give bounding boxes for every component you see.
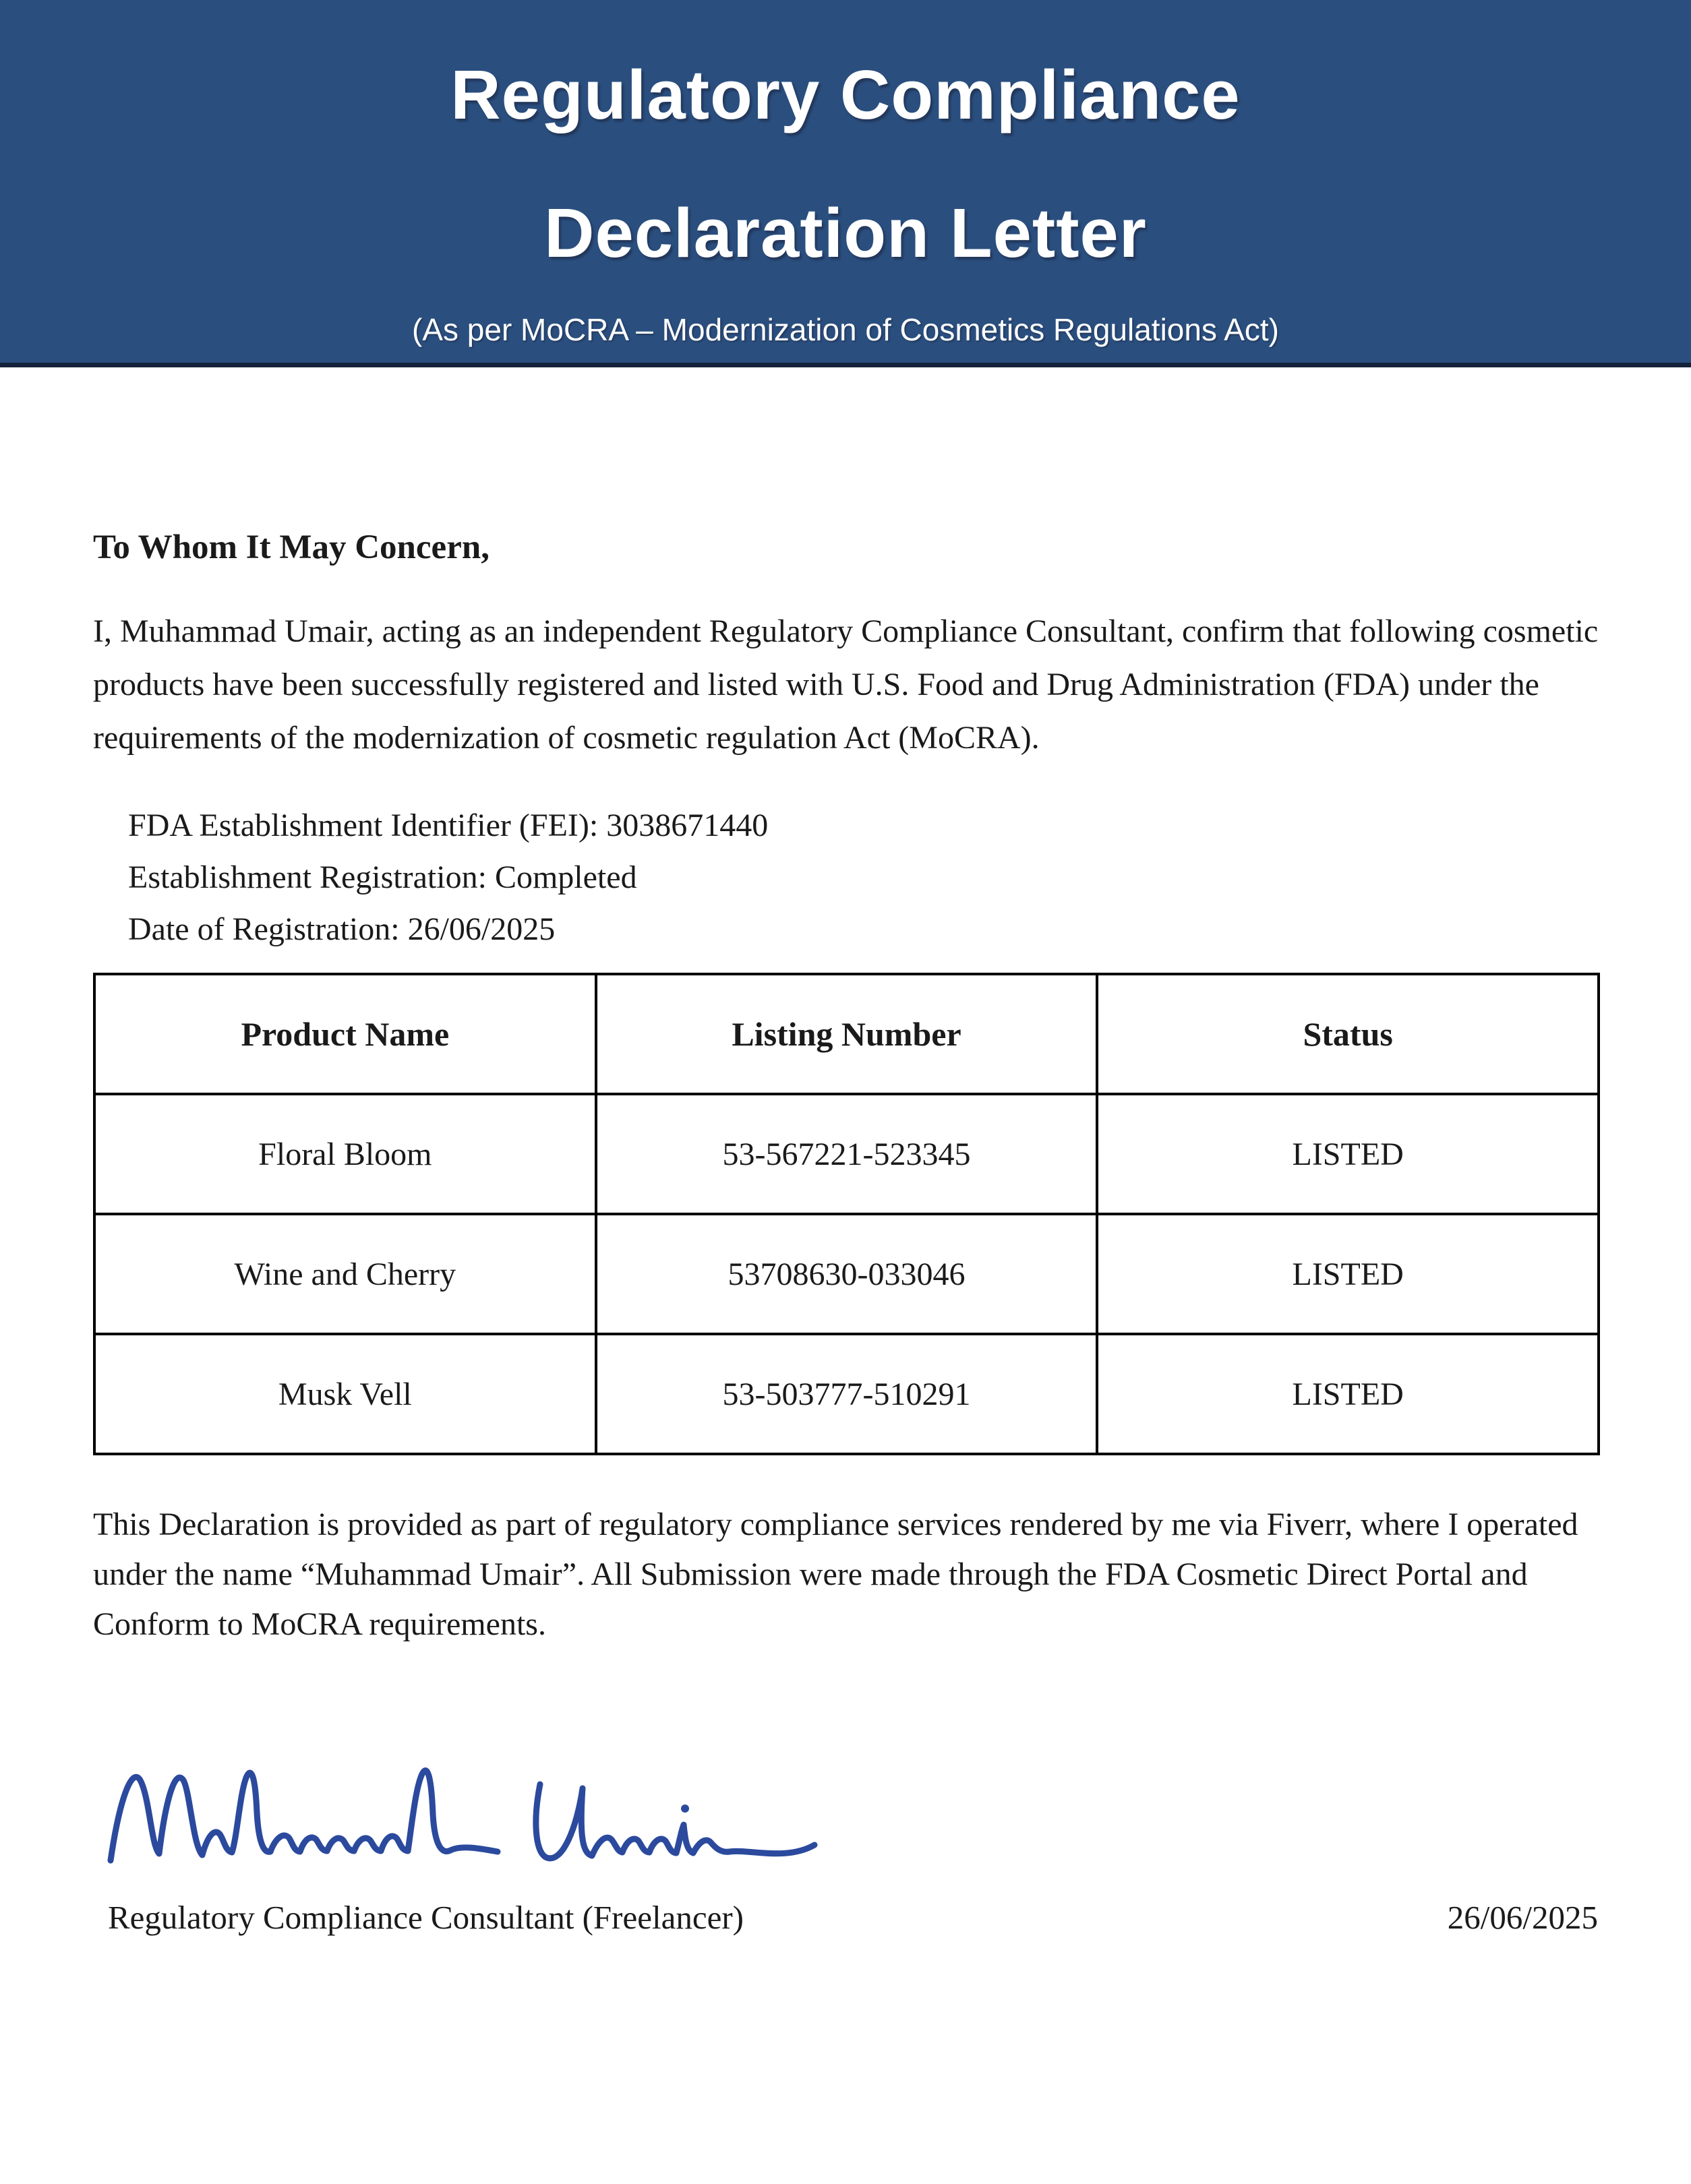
- cell-product-name: Floral Bloom: [94, 1094, 596, 1214]
- page-subtitle: (As per MoCRA – Modernization of Cosmetics Regulations Act): [412, 312, 1279, 347]
- page-title: [0, 26, 1691, 302]
- footer: [93, 1898, 1598, 1937]
- products-table: [93, 973, 1600, 1455]
- letter-body: [0, 528, 1691, 1937]
- table-row: [94, 1214, 1599, 1334]
- handwritten-signature-image: [98, 1749, 860, 1894]
- signatory-role: Regulatory Compliance Consultant (Freelancer): [108, 1899, 744, 1936]
- page-title-line1: Regulatory Compliance: [450, 56, 1241, 133]
- closing-paragraph: This Declaration is provided as part of regulatory compliance services rendered by me via Fiverr, where I operated under the name “Muhammad Umair”. All Submission were made through the FDA Cosmetic Direct Portal and Conform to MoCRA requirements.: [93, 1507, 1578, 1642]
- cell-status: LISTED: [1097, 1094, 1599, 1214]
- cell-listing-number: 53-567221-523345: [596, 1094, 1098, 1214]
- detail-registration-date: Date of Registration: 26/06/2025: [128, 911, 556, 947]
- cell-listing-number: 53708630-033046: [596, 1214, 1098, 1334]
- signature: [98, 1749, 1598, 1894]
- detail-fei: FDA Establishment Identifier (FEI): 3038671440: [128, 808, 769, 843]
- cell-status: LISTED: [1097, 1334, 1599, 1454]
- cell-status: LISTED: [1097, 1214, 1599, 1334]
- col-header-product-name: Product Name: [94, 974, 596, 1094]
- intro-paragraph: I, Muhammad Umair, acting as an independent Regulatory Compliance Consultant, confirm that following cosmetic products have been successfully registered and listed with U.S. Food and Drug Administration (FDA) under the requirements of the modernization of cosmetic regulation Act (MoCRA).: [93, 613, 1599, 756]
- col-header-listing-number: Listing Number: [596, 974, 1098, 1094]
- registration-details: [128, 799, 1598, 955]
- signature-date: 26/06/2025: [1447, 1899, 1598, 1936]
- salutation: To Whom It May Concern,: [93, 528, 489, 566]
- col-header-status: Status: [1097, 974, 1599, 1094]
- cell-product-name: Wine and Cherry: [94, 1214, 596, 1334]
- page-title-line2: Declaration Letter: [544, 194, 1147, 272]
- detail-registration-status: Establishment Registration: Completed: [128, 859, 637, 895]
- header-banner: [0, 0, 1691, 367]
- table-header-row: [94, 974, 1599, 1094]
- table-row: [94, 1094, 1599, 1214]
- cell-listing-number: 53-503777-510291: [596, 1334, 1098, 1454]
- table-row: [94, 1334, 1599, 1454]
- cell-product-name: Musk Vell: [94, 1334, 596, 1454]
